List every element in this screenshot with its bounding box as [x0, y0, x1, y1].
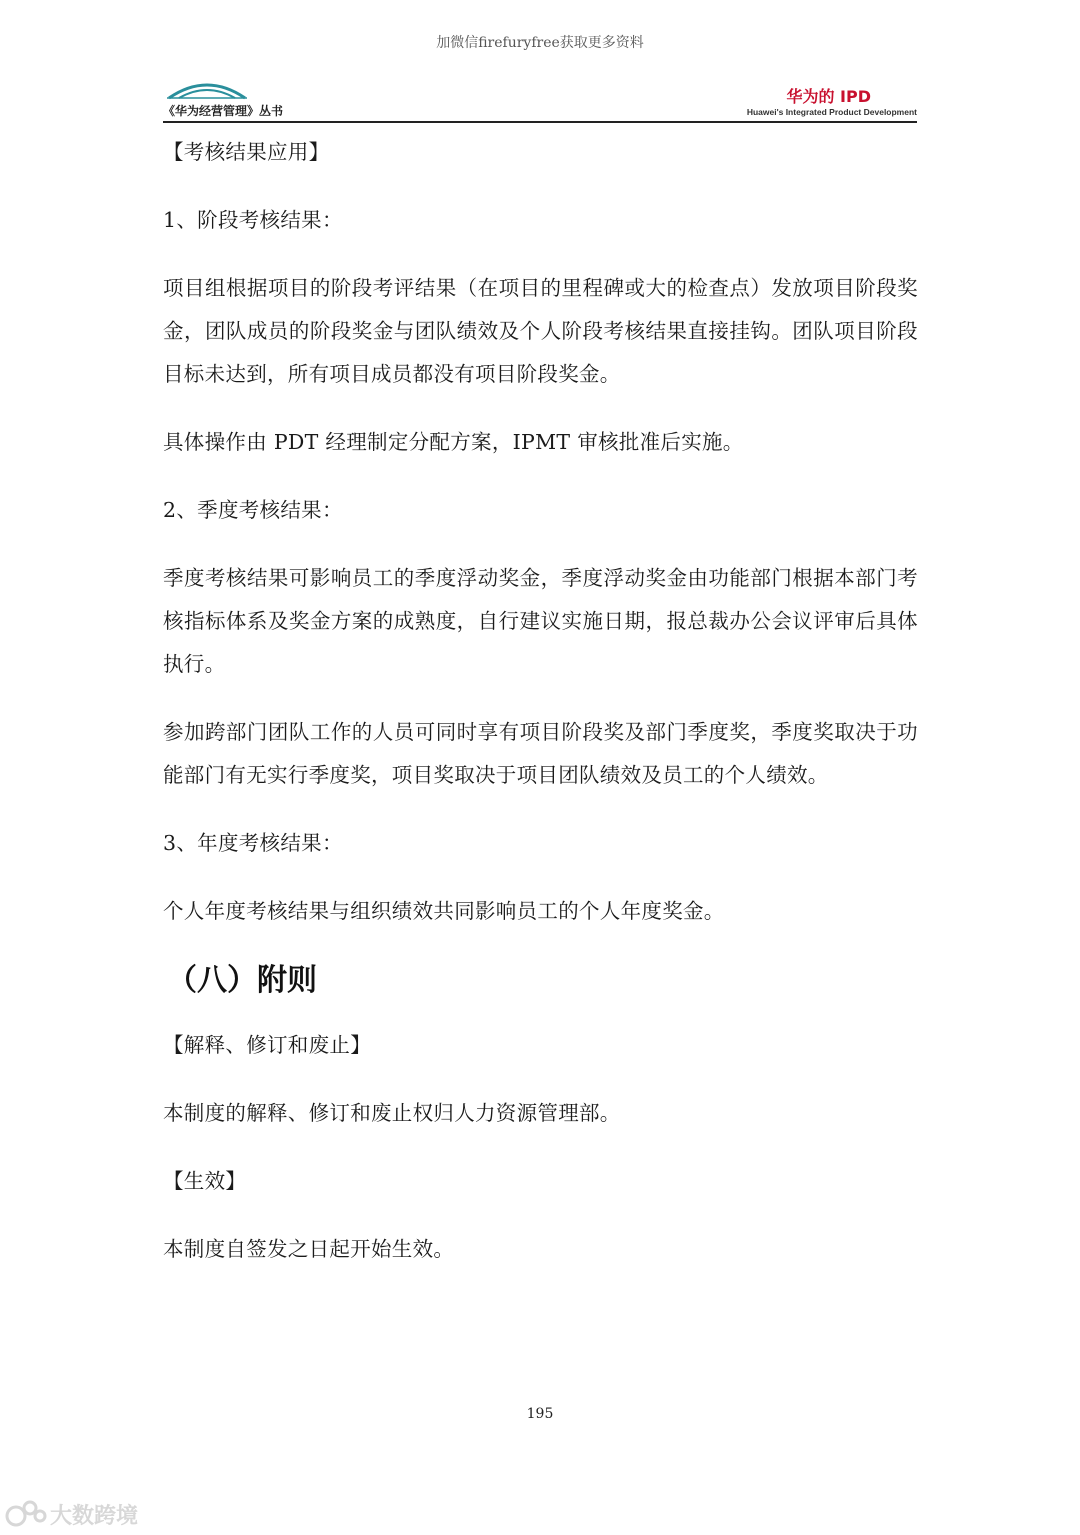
list-heading: 3、年度考核结果：: [163, 831, 343, 855]
subsection-heading: 【生效】: [163, 1169, 247, 1193]
subsection-heading: 【考核结果应用】: [163, 140, 330, 164]
subsection-heading: 【解释、修订和废止】: [163, 1033, 371, 1057]
list-heading: 1、阶段考核结果：: [163, 208, 343, 232]
brand-subtitle: Huawei's Integrated Product Development: [746, 107, 917, 117]
brand-block: [747, 88, 917, 118]
paragraph: 季度考核结果可影响员工的季度浮动奖金，季度浮动奖金由功能部门根据本部门考核指标体系及奖金方案的成熟度，自行建议实施日期，报总裁办公会议评审后具体执行。: [163, 566, 918, 676]
page-body: [163, 130, 918, 1271]
watermark: [4, 1496, 138, 1532]
paragraph: 本制度自签发之日起开始生效。: [163, 1237, 455, 1261]
paragraph: 项目组根据项目的阶段考评结果（在项目的里程碑或大的检查点）发放项目阶段奖金，团队成员的阶段奖金与团队绩效及个人阶段考核结果直接挂钩。团队项目阶段目标未达到，所有项目成员都没有项目阶段奖金。: [163, 276, 918, 386]
page-header: [163, 78, 917, 122]
page-number: 195: [526, 1406, 554, 1422]
series-title: 《华为经营管理》丛书: [163, 104, 284, 118]
paragraph: 个人年度考核结果与组织绩效共同影响员工的个人年度奖金。: [163, 899, 725, 923]
header-divider: [163, 121, 917, 123]
paragraph: 参加跨部门团队工作的人员可同时享有项目阶段奖及部门季度奖，季度奖取决于功能部门有无实行季度奖，项目奖取决于项目团队绩效及员工的个人绩效。: [163, 720, 918, 787]
watermark-text: 大数跨境: [50, 1503, 139, 1529]
paragraph: 本制度的解释、修订和废止权归人力资源管理部。: [163, 1101, 621, 1125]
paragraph: 具体操作由 PDT 经理制定分配方案，IPMT 审核批准后实施。: [163, 430, 744, 454]
list-heading: 2、季度考核结果：: [163, 498, 343, 522]
watermark-logo-icon: [4, 1496, 48, 1532]
section-heading: （八）附则: [167, 963, 317, 998]
brand-title: 华为的 IPD: [786, 87, 871, 106]
book-series-logo-icon: [167, 78, 247, 100]
top-note: 加微信firefuryfree获取更多资料: [436, 35, 644, 51]
